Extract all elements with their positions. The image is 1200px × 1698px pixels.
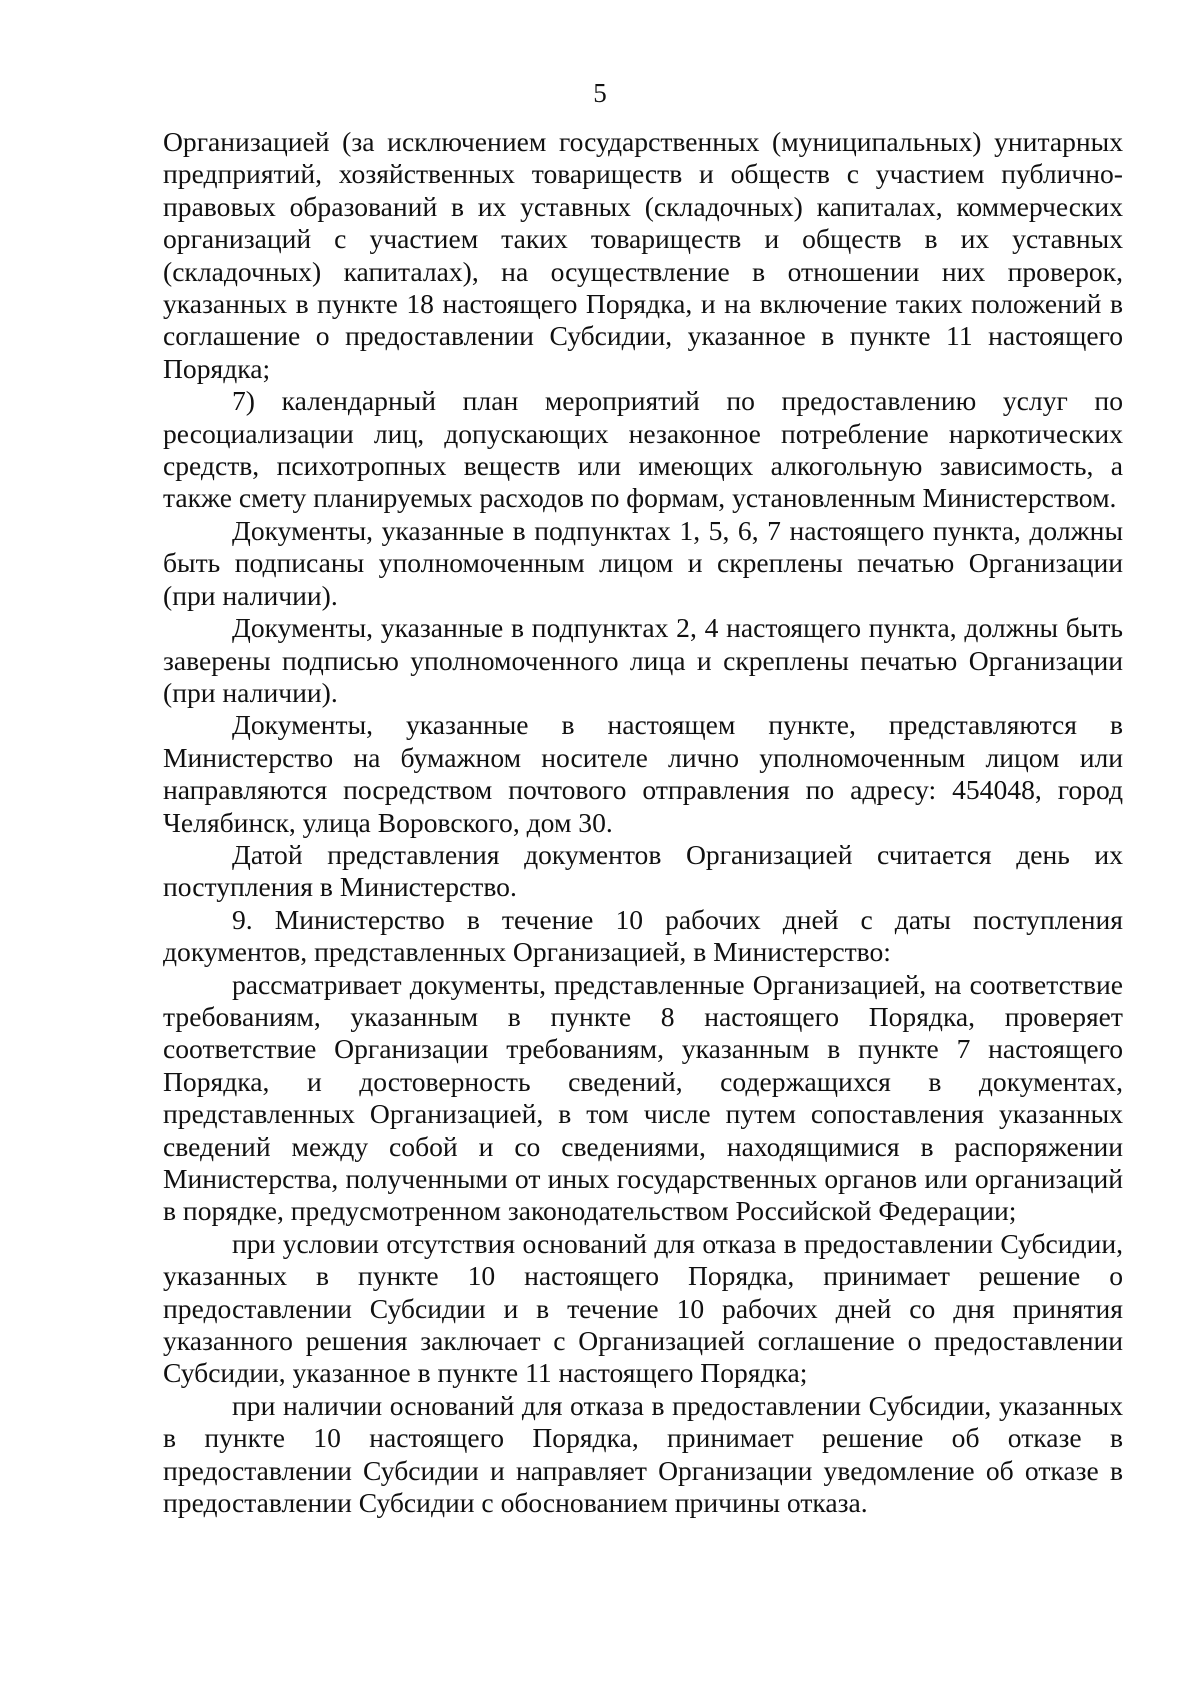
document-body xyxy=(163,126,1123,1519)
paragraph-refusal-decision: при наличии оснований для отказа в предоставлении Субсидии, указанных в пункте 10 настоящего Порядка, принимает решение об отказе в предоставлении Субсидии и направляет Организации уведомление об отказе в предоставлении Субсидии с обоснованием причины отказа. xyxy=(163,1389,1123,1519)
paragraph-consent-continuation: Организацией (за исключением государственных (муниципальных) унитарных предприятий, хозяйственных товариществ и обществ с участием публично-правовых образований в их уставных (складочных) капиталах, коммерческих организаций с участием таких товариществ и обществ в их уставных (складочных) капиталах), на осуществление в отношении них проверок, указанных в пункте 18 настоящего Порядка, и на включение таких положений в соглашение о предоставлении Субсидии, указанное в пункте 11 настоящего Порядка; xyxy=(163,126,1123,384)
paragraph-submission-address: Документы, указанные в настоящем пункте, представляются в Министерство на бумажном носителе лично уполномоченным лицом или направляются посредством почтового отправления по адресу: 454048, город Челябинск, улица Воровского, дом 30. xyxy=(163,709,1123,838)
paragraph-item-7-calendar-plan: 7) календарный план мероприятий по предоставлению услуг по ресоциализации лиц, допускающих незаконное потребление наркотических средств, психотропных веществ или имеющих алкогольную зависимость, а также смету планируемых расходов по формам, установленным Министерством. xyxy=(163,385,1123,514)
paragraph-documents-signed: Документы, указанные в подпунктах 1, 5, 6, 7 настоящего пункта, должны быть подписаны уполномоченным лицом и скреплены печатью Организации (при наличии). xyxy=(163,514,1123,611)
paragraph-submission-date: Датой представления документов Организацией считается день их поступления в Министерство. xyxy=(163,838,1123,903)
paragraph-documents-certified: Документы, указанные в подпунктах 2, 4 настоящего пункта, должны быть заверены подписью уполномоченного лица и скреплены печатью Организации (при наличии). xyxy=(163,612,1123,708)
page-number: 5 xyxy=(593,78,607,108)
paragraph-item-9-ministry-review: 9. Министерство в течение 10 рабочих дней с даты поступления документов, представленных Организацией, в Министерство: xyxy=(163,903,1123,968)
paragraph-review-documents: рассматривает документы, представленные Организацией, на соответствие требованиям, указанным в пункте 8 настоящего Порядка, проверяет соответствие Организации требованиям, указанным в пункте 7 настоящего Порядка, и достоверность сведений, содержащихся в документах, представленных Организацией, в том числе путем сопоставления указанных сведений между собой и со сведениями, находящимися в распоряжении Министерства, полученными от иных государственных органов или организаций в порядке, предусмотренном законодательством Российской Федерации; xyxy=(163,968,1123,1227)
paragraph-grant-decision: при условии отсутствия оснований для отказа в предоставлении Субсидии, указанных в пункте 10 настоящего Порядка, принимает решение о предоставлении Субсидии и в течение 10 рабочих дней со дня принятия указанного решения заключает с Организацией соглашение о предоставлении Субсидии, указанное в пункте 11 настоящего Порядка; xyxy=(163,1227,1123,1389)
